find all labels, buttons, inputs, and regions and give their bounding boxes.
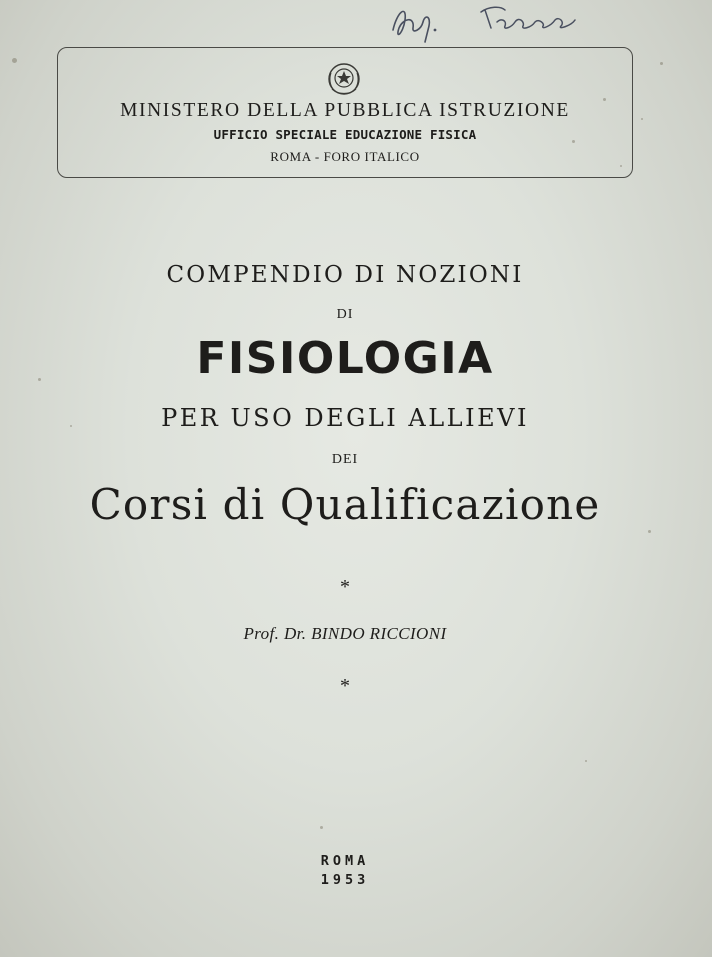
title-line-di: DI — [336, 307, 354, 322]
ministry-name: MINISTERO DELLA PUBBLICA ISTRUZIONE — [120, 100, 570, 121]
office-location: ROMA - FORO ITALICO — [270, 149, 420, 164]
title-line-per-uso: PER USO DEGLI ALLIEVI — [161, 404, 529, 432]
handwritten-signature — [385, 0, 605, 45]
imprint-city: ROMA — [320, 853, 370, 869]
title-line-dei: DEI — [331, 452, 359, 467]
title-line-corsi: Corsi di Qualificazione — [89, 480, 601, 529]
separator-asterisk: * — [340, 675, 350, 697]
title-main-fisiologia: FISIOLOGIA — [196, 333, 494, 384]
imprint-year: 1953 — [320, 872, 370, 888]
title-line-compendio: COMPENDIO DI NOZIONI — [166, 262, 524, 288]
separator-asterisk: * — [340, 576, 350, 598]
italian-republic-emblem-icon — [324, 59, 364, 99]
office-name: UFFICIO SPECIALE EDUCAZIONE FISICA — [213, 127, 477, 142]
author-name: Prof. Dr. BINDO RICCIONI — [243, 624, 447, 643]
